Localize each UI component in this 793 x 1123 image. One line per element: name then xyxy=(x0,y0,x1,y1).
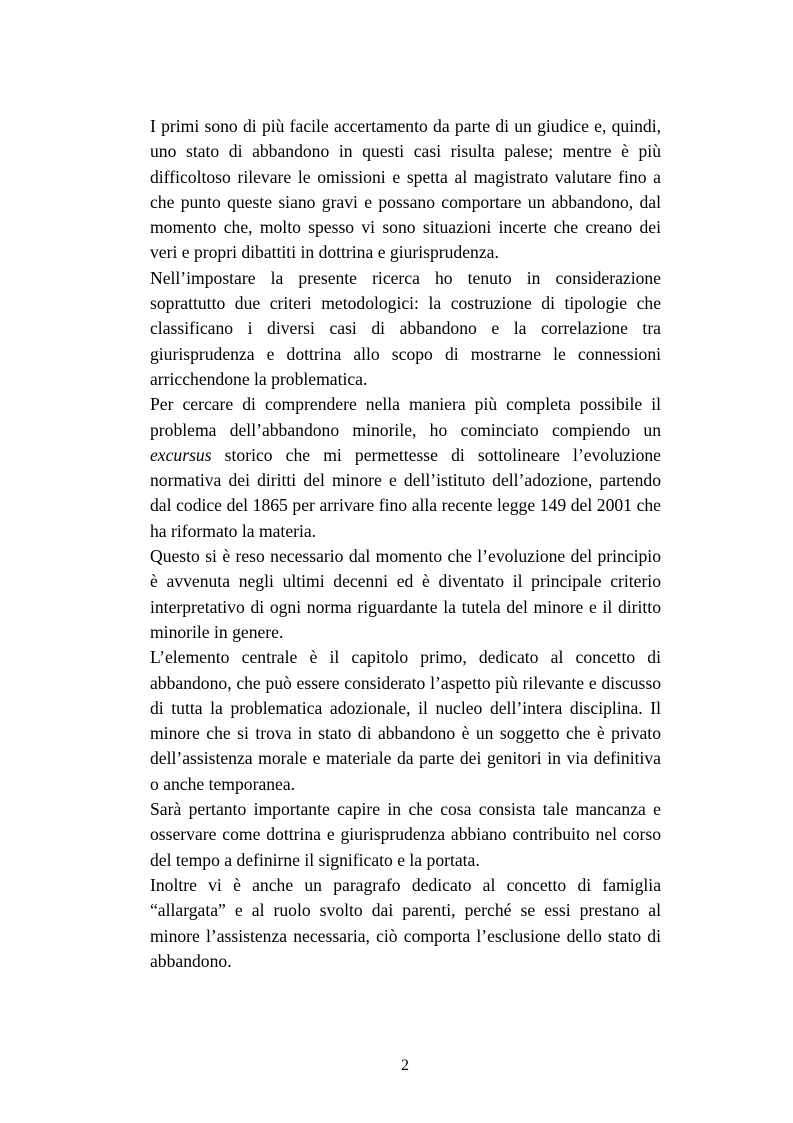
italic-term: excursus xyxy=(150,444,212,465)
paragraph-4: Questo si è reso necessario dal momento che l’evoluzione del principio è avvenuta negli ultimi decenni ed è diventato il principale criterio interpretativo di ogni norma riguardante la tutela del minore e il diritto minorile in genere. xyxy=(150,546,661,642)
document-body xyxy=(150,114,661,974)
paragraph-6: Sarà pertanto importante capire in che cosa consista tale mancanza e osservare come dottrina e giurisprudenza abbiano contribuito nel corso del tempo a definirne il significato e la portata. xyxy=(150,799,661,870)
paragraph-1: I primi sono di più facile accertamento da parte di un giudice e, quindi, uno stato di abbandono in questi casi risulta palese; mentre è più difficoltoso rilevare le omissioni e spetta al magistrato valutare fino a che punto queste siano gravi e possano comportare un abbandono, dal momento che, molto spesso vi sono situazioni incerte che creano dei veri e propri dibattiti in dottrina e giurisprudenza. xyxy=(150,116,661,263)
paragraph-3 xyxy=(150,392,661,544)
paragraph-2: Nell’impostare la presente ricerca ho tenuto in considerazione soprattutto due criteri metodologici: la costruzione di tipologie che classificano i diversi casi di abbandono e la correlazione tra giurisprudenza e dottrina allo scopo di mostrarne le connessioni arricchendone la problematica. xyxy=(150,267,661,389)
paragraph-3-part-2: storico che mi permettesse di sottolineare l’evoluzione normativa dei diritti del minore e dell’istituto dell’adozione, partendo dal codice del 1865 per arrivare fino alla recente legge 149 del 2001 che ha riformato la materia. xyxy=(150,444,661,541)
page-number: 2 xyxy=(401,1057,409,1074)
paragraph-7: Inoltre vi è anche un paragrafo dedicato al concetto di famiglia “allargata” e al ruolo svolto dai parenti, perché se essi prestano al minore l’assistenza necessaria, ciò comporta l’esclusione dello stato di abbandono. xyxy=(150,874,661,971)
paragraph-3-part-1: Per cercare di comprendere nella maniera più completa possibile il problema dell’abbandono minorile, ho cominciato compiendo un xyxy=(150,394,661,440)
paragraph-5: L’elemento centrale è il capitolo primo, dedicato al concetto di abbandono, che può essere considerato l’aspetto più rilevante e discusso di tutta la problematica adozionale, il nucleo dell’intera disciplina. Il minore che si trova in stato di abbandono è un soggetto che è privato dell’assistenza morale e materiale da parte dei genitori in via definitiva o anche temporanea. xyxy=(150,647,661,794)
